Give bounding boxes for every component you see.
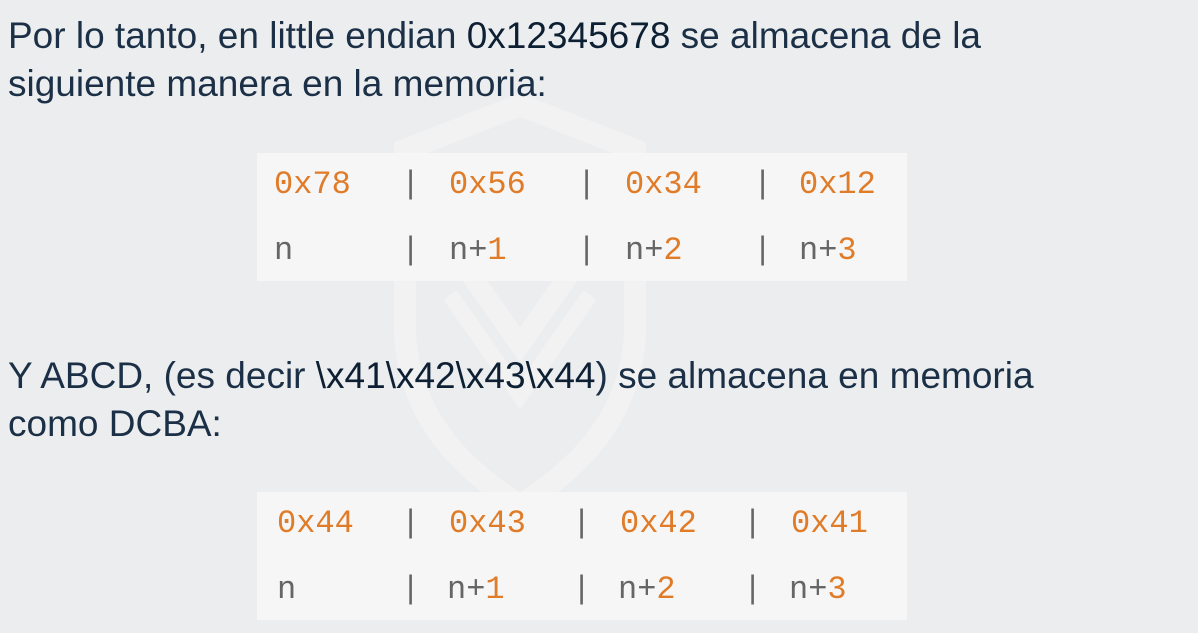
separator: | xyxy=(753,166,773,203)
separator: | xyxy=(577,166,597,203)
address-base: n+ xyxy=(789,571,828,608)
address-offset: 3 xyxy=(837,232,857,269)
address-base: n+ xyxy=(799,232,838,269)
paragraph2-line2: como DCBA: xyxy=(8,403,222,444)
address-offset: 2 xyxy=(663,232,683,269)
separator: | xyxy=(401,505,421,542)
address-offset: 1 xyxy=(487,232,507,269)
paragraph1-text-after: se almacena de la xyxy=(670,15,981,56)
byte-cell: 0x42 xyxy=(620,505,697,542)
separator: | xyxy=(743,505,763,542)
paragraph-abcd xyxy=(8,352,1034,448)
separator: | xyxy=(401,232,421,269)
byte-cell: 0x78 xyxy=(274,166,351,203)
byte-cell: 0x56 xyxy=(449,166,526,203)
address-base: n xyxy=(274,232,294,269)
address-offset: 1 xyxy=(485,571,505,608)
paragraph1-text-before: Por lo tanto, en little endian xyxy=(8,15,467,56)
address-offset: 2 xyxy=(656,571,676,608)
separator: | xyxy=(743,571,763,608)
address-cell xyxy=(789,570,847,610)
address-base: n+ xyxy=(449,232,488,269)
address-cell xyxy=(274,231,293,271)
memory-layout-table-1 xyxy=(257,153,907,281)
address-cell xyxy=(625,231,683,271)
address-base: n xyxy=(277,571,297,608)
address-base: n+ xyxy=(447,571,486,608)
separator: | xyxy=(753,232,773,269)
separator: | xyxy=(401,571,421,608)
separator: | xyxy=(572,571,592,608)
address-offset: 3 xyxy=(827,571,847,608)
paragraph2-text-after: ) se almacena en memoria xyxy=(595,355,1034,396)
paragraph-little-endian xyxy=(8,12,981,108)
paragraph2-text-before: Y ABCD, (es decir xyxy=(8,355,316,396)
address-cell xyxy=(618,570,676,610)
separator: | xyxy=(572,505,592,542)
byte-cell: 0x43 xyxy=(449,505,526,542)
address-cell xyxy=(447,570,505,610)
byte-cell: 0x34 xyxy=(625,166,702,203)
address-base: n+ xyxy=(618,571,657,608)
paragraph2-escape-value: \x41\x42\x43\x44 xyxy=(315,355,596,396)
paragraph1-hex-value: 0x12345678 xyxy=(466,15,671,56)
memory-layout-table-2 xyxy=(257,492,907,620)
separator: | xyxy=(577,232,597,269)
address-cell xyxy=(449,231,507,271)
byte-cell: 0x44 xyxy=(277,505,354,542)
byte-cell: 0x12 xyxy=(799,166,876,203)
address-cell xyxy=(277,570,296,610)
byte-cell: 0x41 xyxy=(791,505,868,542)
address-cell xyxy=(799,231,857,271)
separator: | xyxy=(401,166,421,203)
address-base: n+ xyxy=(625,232,664,269)
paragraph1-line2: siguiente manera en la memoria: xyxy=(8,63,547,104)
